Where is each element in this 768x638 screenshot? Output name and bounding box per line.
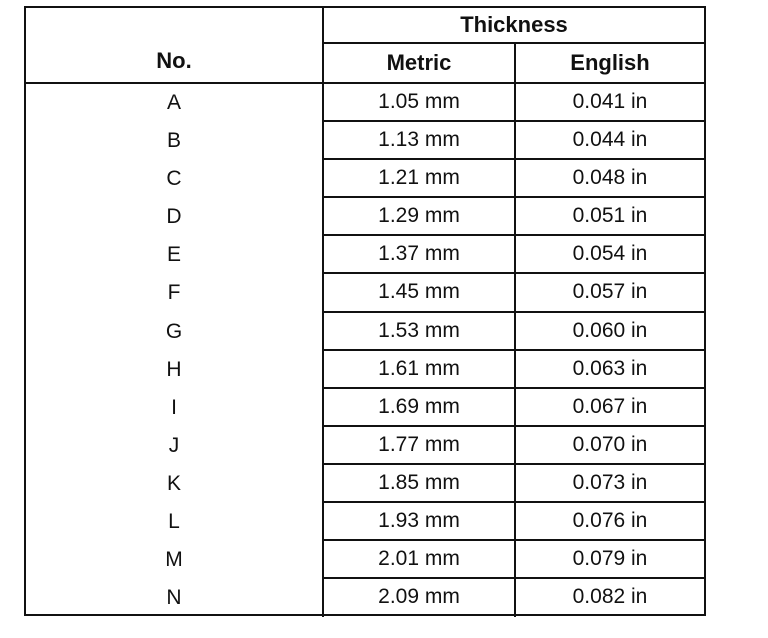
row-english: 0.054 in [516, 236, 704, 274]
row-metric: 1.53 mm [324, 313, 516, 351]
row-no: L [26, 503, 324, 541]
row-metric: 1.69 mm [324, 389, 516, 427]
row-english: 0.067 in [516, 389, 704, 427]
row-no: N [26, 579, 324, 617]
table-row [26, 313, 704, 351]
row-no: I [26, 389, 324, 427]
table-row [26, 236, 704, 274]
row-metric: 1.13 mm [324, 122, 516, 160]
row-metric: 1.85 mm [324, 465, 516, 503]
row-english: 0.041 in [516, 84, 704, 122]
header-thickness: Thickness [324, 8, 704, 44]
row-english: 0.044 in [516, 122, 704, 160]
table-row [26, 351, 704, 389]
row-no: M [26, 541, 324, 579]
row-no: H [26, 351, 324, 389]
row-no: D [26, 198, 324, 236]
table-row [26, 465, 704, 503]
row-english: 0.057 in [516, 274, 704, 312]
row-english: 0.051 in [516, 198, 704, 236]
table-row [26, 389, 704, 427]
row-english: 0.060 in [516, 313, 704, 351]
row-no: C [26, 160, 324, 198]
row-english: 0.063 in [516, 351, 704, 389]
header-no: No. [156, 48, 192, 73]
row-metric: 1.29 mm [324, 198, 516, 236]
row-metric: 1.93 mm [324, 503, 516, 541]
header-no-cell [26, 8, 324, 82]
row-english: 0.048 in [516, 160, 704, 198]
row-metric: 1.21 mm [324, 160, 516, 198]
row-english: 0.076 in [516, 503, 704, 541]
table-row [26, 84, 704, 122]
row-metric: 1.77 mm [324, 427, 516, 465]
table-body [26, 84, 704, 617]
row-no: E [26, 236, 324, 274]
row-english: 0.073 in [516, 465, 704, 503]
row-metric: 1.61 mm [324, 351, 516, 389]
table-row [26, 503, 704, 541]
row-english: 0.082 in [572, 585, 648, 609]
row-no: A [26, 84, 324, 122]
row-no: K [26, 465, 324, 503]
row-no: J [26, 427, 324, 465]
row-no: F [26, 274, 324, 312]
row-no: G [26, 313, 324, 351]
row-english: 0.070 in [516, 427, 704, 465]
table-row [26, 122, 704, 160]
table-row [26, 198, 704, 236]
row-english: 0.079 in [516, 541, 704, 579]
row-metric: 1.05 mm [324, 84, 516, 122]
row-metric: 1.37 mm [324, 236, 516, 274]
row-metric: 2.01 mm [324, 541, 516, 579]
header-metric: Metric [324, 44, 516, 82]
table-row [26, 579, 704, 617]
header-english: English [570, 50, 650, 75]
table-row [26, 541, 704, 579]
thickness-table [24, 6, 706, 616]
table-row [26, 427, 704, 465]
row-no: B [26, 122, 324, 160]
row-metric: 2.09 mm [324, 579, 516, 617]
table-row [26, 160, 704, 198]
row-metric: 1.45 mm [324, 274, 516, 312]
table-row [26, 274, 704, 312]
